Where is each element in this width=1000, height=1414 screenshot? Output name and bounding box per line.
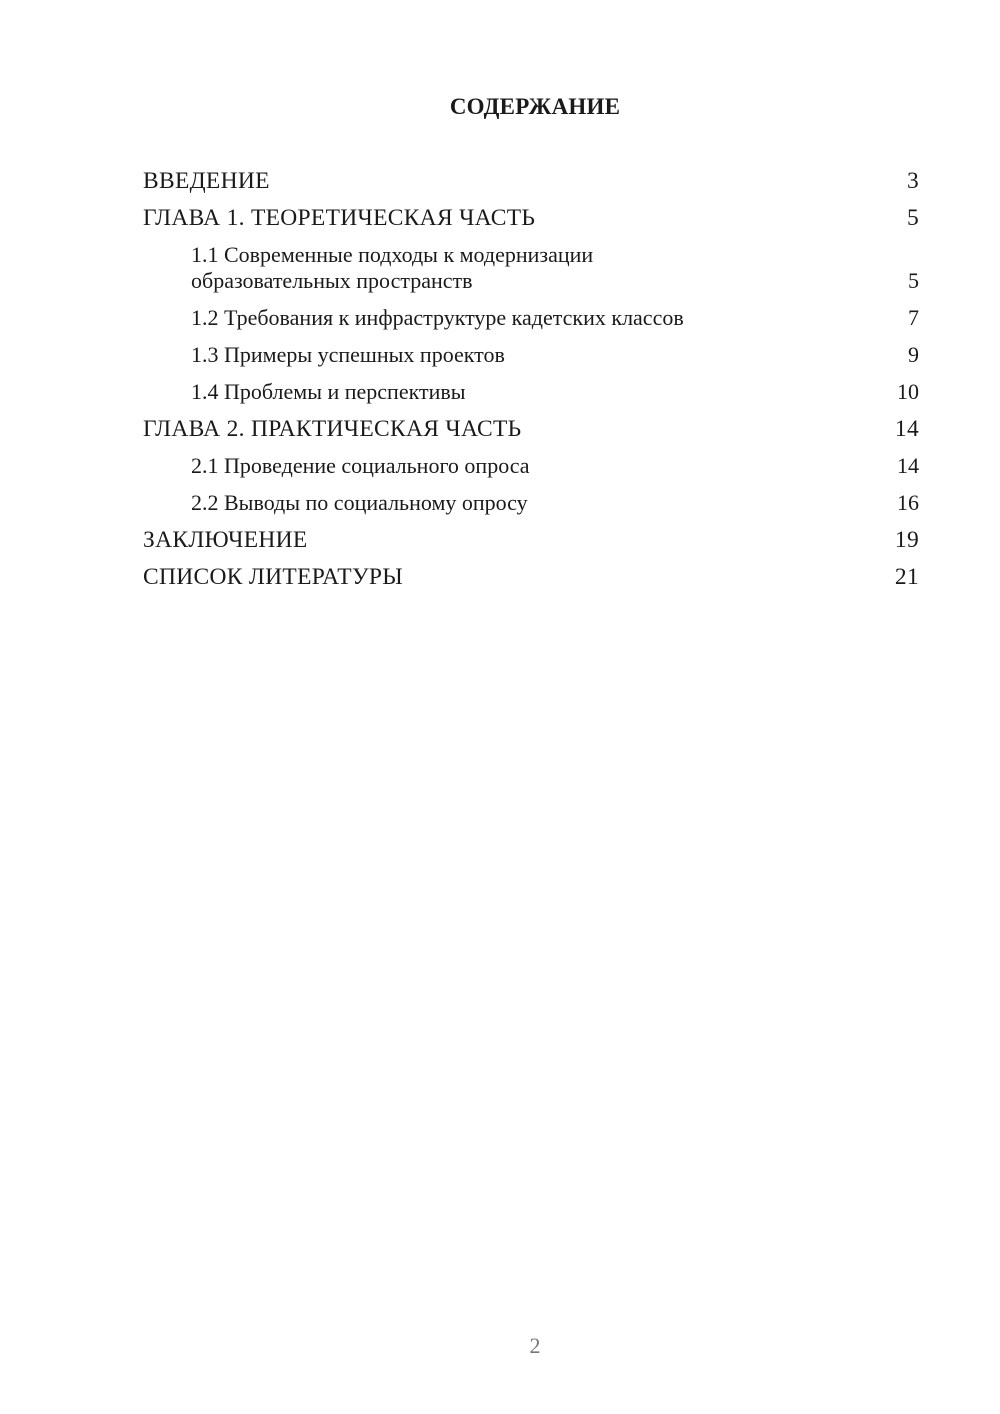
toc-entry-chapter-1[interactable]: [143, 205, 919, 231]
toc-entry-label: 2.2 Выводы по социальному опросу: [191, 490, 528, 515]
toc-entry-section-2-2[interactable]: [143, 490, 919, 516]
page-title: СОДЕРЖАНИЕ: [449, 94, 621, 119]
toc-entry-page: 14: [897, 453, 919, 478]
toc-entry-label: 1.2 Требования к инфраструктуре кадетских классов: [191, 305, 684, 330]
toc-entry-page: 16: [897, 490, 919, 515]
toc-entry-label: 1.3 Примеры успешных проектов: [191, 342, 505, 367]
page-number: 2: [529, 1333, 541, 1358]
toc-entry-section-1-4[interactable]: [143, 379, 919, 405]
toc-entry-label: ГЛАВА 1. ТЕОРЕТИЧЕСКАЯ ЧАСТЬ: [143, 205, 536, 231]
toc-entry-references[interactable]: [143, 564, 919, 590]
toc-entry-label: ГЛАВА 2. ПРАКТИЧЕСКАЯ ЧАСТЬ: [143, 416, 522, 442]
toc-entry-conclusion[interactable]: [143, 527, 919, 553]
toc-entry-section-1-2[interactable]: [143, 305, 919, 331]
toc-entry-section-2-1[interactable]: [143, 453, 919, 479]
toc-entry-label: СПИСОК ЛИТЕРАТУРЫ: [143, 564, 404, 590]
toc-entry-page: 3: [906, 168, 919, 194]
toc-entry-page: 7: [908, 305, 919, 330]
table-of-contents: [143, 168, 919, 601]
toc-entry-introduction[interactable]: [143, 168, 919, 194]
toc-entry-label: 1.4 Проблемы и перспективы: [191, 379, 466, 404]
toc-entry-label: ВВЕДЕНИЕ: [143, 168, 270, 194]
toc-entry-page: 14: [894, 416, 919, 442]
toc-entry-page: 21: [894, 564, 919, 590]
toc-entry-page: 9: [908, 342, 919, 367]
toc-entry-page: 10: [897, 379, 919, 404]
toc-entry-page: 5: [906, 205, 919, 231]
toc-entry-label: 1.1 Современные подходы к модернизации образовательных пространств: [191, 242, 594, 293]
toc-entry-section-1-3[interactable]: [143, 342, 919, 368]
toc-entry-label: 2.1 Проведение социального опроса: [191, 453, 530, 478]
toc-entry-chapter-2[interactable]: [143, 416, 919, 442]
toc-entry-label: ЗАКЛЮЧЕНИЕ: [143, 527, 308, 553]
toc-entry-page: 5: [908, 268, 919, 293]
toc-entry-section-1-1[interactable]: [143, 242, 919, 294]
toc-entry-page: 19: [894, 527, 919, 553]
